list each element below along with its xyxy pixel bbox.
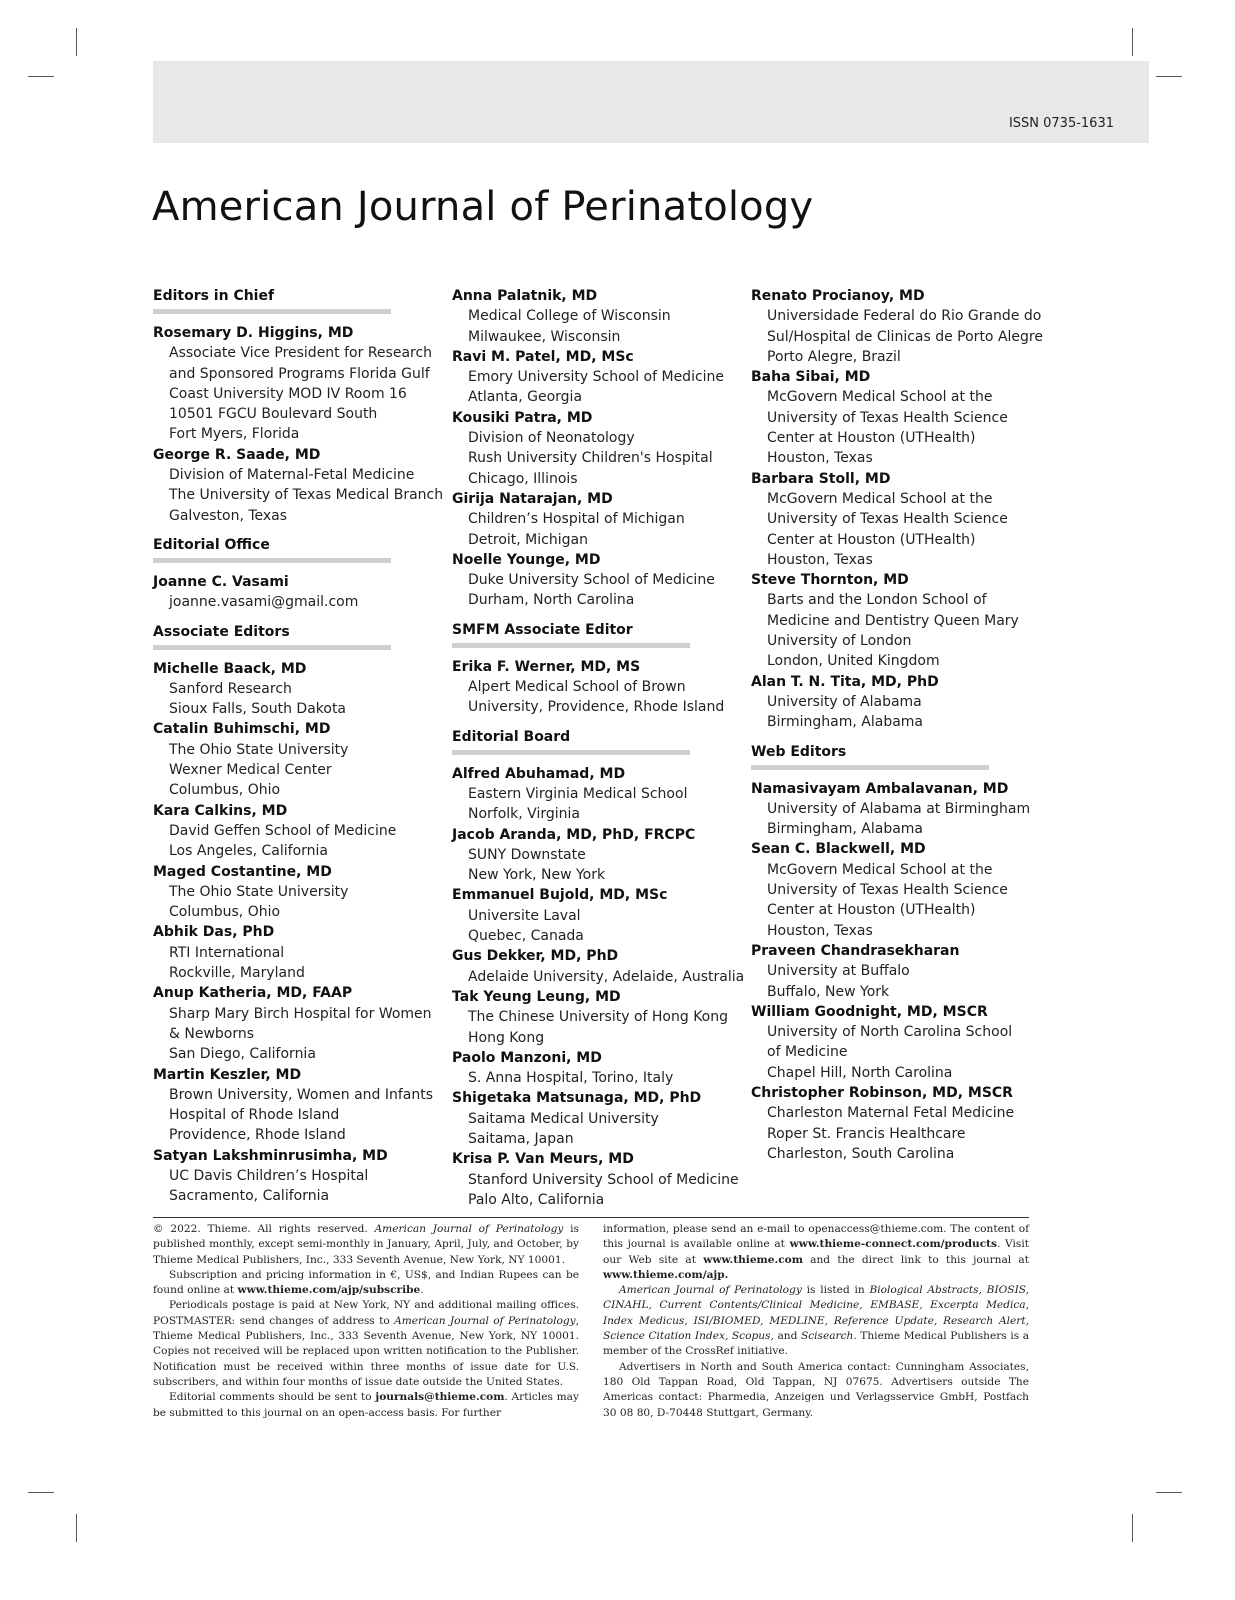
footer-paragraph — [153, 1268, 579, 1299]
editor-affiliation-line: Sharp Mary Birch Hospital for Women — [169, 1005, 432, 1022]
section-web-editors — [751, 742, 1041, 1165]
editor-affiliation-line: New York, New York — [468, 867, 606, 884]
editor-affiliation-line: Milwaukee, Wisconsin — [468, 328, 621, 345]
editor-affiliation-line: Medical College of Wisconsin — [468, 308, 671, 325]
editor-name: Kousiki Patra, MD — [452, 409, 593, 426]
crop-mark — [1156, 1492, 1182, 1493]
editor-affiliation-line: The University of Texas Medical Branch — [169, 487, 444, 504]
issn-number: ISSN 0735-1631 — [1008, 116, 1114, 131]
footer-text-run: . Articles may be submitted to this journal on an open-access basis. For further — [153, 1391, 579, 1419]
editor-entry — [751, 1083, 1041, 1164]
editor-name: Kara Calkins, MD — [153, 802, 288, 819]
editor-entry — [452, 489, 742, 550]
editor-affiliation-line: Roper St. Francis Healthcare — [767, 1125, 966, 1142]
editor-entry — [751, 839, 1041, 940]
footer-text-right — [603, 1222, 1029, 1421]
footer-text-run: Biological Abstracts, BIOSIS, CINAHL, Current Contents/Clinical Medicine, EMBASE, Excerpta Medica, Index Medicus, ISI/BIOMED, MEDLINE, Reference Update, Research Alert, Science Citation Index, Scopus, — [603, 1284, 1029, 1343]
masthead-column-2 — [452, 286, 745, 1210]
editor-entry — [153, 323, 443, 445]
editor-entry — [751, 779, 1041, 840]
footer-text-run: Editorial comments should be sent to — [169, 1391, 376, 1404]
editor-affiliation-line: Los Angeles, California — [169, 843, 328, 860]
footer-text-run: Scisearch — [800, 1330, 854, 1343]
editor-entry — [751, 286, 1041, 367]
editor-affiliation-line: RTI International — [169, 944, 285, 961]
editor-affiliation-line: Detroit, Michigan — [468, 531, 588, 548]
editor-affiliation-line: Atlanta, Georgia — [468, 389, 583, 406]
footer-text-run: Advertisers in North and South America contact: Cunningham Associates, 180 Old Tappan Road, Old Tappan, NJ 07675. Advertisers outside The Americas contact: Pharmedia, Anzeigen und Verlagsservice GmbH, Postfach 30 08 80, D-70448 Stuttgart, Germany. — [603, 1360, 1029, 1419]
crop-mark — [28, 76, 54, 77]
editor-name: Jacob Aranda, MD, PhD, FRCPC — [452, 826, 696, 843]
section-heading: Editors in Chief — [153, 288, 275, 304]
editor-affiliation-line: Porto Alegre, Brazil — [767, 348, 901, 365]
editor-name: Ravi M. Patel, MD, MSc — [452, 348, 634, 365]
editor-affiliation-line: Chicago, Illinois — [468, 470, 578, 487]
editor-entry — [452, 408, 742, 489]
editor-name: Steve Thornton, MD — [751, 572, 909, 589]
footer-text-run: www.thieme.com — [703, 1253, 803, 1266]
editor-name: Girija Natarajan, MD — [452, 490, 613, 507]
editor-entry — [751, 570, 1041, 671]
editor-affiliation-line: & Newborns — [169, 1025, 255, 1042]
section-heading: SMFM Associate Editor — [452, 621, 633, 638]
editor-name: Christopher Robinson, MD, MSCR — [751, 1084, 1013, 1101]
editor-affiliation-line: University of Alabama at Birmingham — [767, 800, 1031, 817]
section-editorial-office — [153, 535, 443, 613]
footer-text-run: American Journal of Perinatology — [374, 1223, 564, 1235]
footer-text-run: information, please send an e-mail to openaccess@thieme.com. The content of this journal is available online at — [603, 1223, 1029, 1251]
editor-affiliation-line: Sioux Falls, South Dakota — [169, 701, 347, 718]
crop-mark — [1156, 76, 1182, 77]
footer-text-run: American Journal of Perinatology — [394, 1314, 576, 1327]
footer-text-run: , Thieme Medical Publishers, Inc., 333 Seventh Avenue, New York, NY 10001. Copies not received will be replaced upon written notification to the Publisher. Notification must be received within three months of issue date for U.S. subscribers, and within four months of issue date outside the United States. — [153, 1314, 579, 1388]
editor-entry — [153, 1065, 443, 1146]
editor-affiliation-line: Chapel Hill, North Carolina — [767, 1064, 953, 1081]
editor-affiliation-line: University of Texas Health Science — [767, 511, 1008, 528]
section-rule — [153, 558, 391, 563]
section-rule — [751, 765, 989, 770]
editor-entry — [452, 987, 742, 1048]
editor-affiliation-line: Houston, Texas — [767, 551, 873, 568]
editor-affiliation-line: Birmingham, Alabama — [767, 821, 924, 838]
footer-text-run: . — [420, 1284, 424, 1297]
editor-affiliation-line: Brown University, Women and Infants — [169, 1086, 434, 1103]
editor-affiliation-line: Wexner Medical Center — [169, 762, 332, 779]
editor-entry — [452, 946, 745, 987]
editor-entry — [153, 983, 443, 1064]
editor-affiliation-line: University of Texas Health Science — [767, 882, 1008, 899]
editor-affiliation-line: David Geffen School of Medicine — [169, 822, 397, 839]
section-editorial-board — [452, 727, 745, 1211]
section-heading: Editorial Board — [452, 728, 571, 745]
editor-entry — [153, 862, 443, 923]
footer-rule — [153, 1217, 1029, 1218]
section-associate-editors — [153, 622, 443, 1207]
footer-text-run: . Thieme Medical Publishers is a member of the CrossRef initiative. — [603, 1330, 1030, 1358]
editor-entry — [452, 1048, 742, 1089]
editor-affiliation-line: Children’s Hospital of Michigan — [468, 511, 685, 528]
section-heading: Associate Editors — [153, 623, 290, 640]
editor-affiliation-line: San Diego, California — [169, 1046, 316, 1063]
footer-text-run: Periodicals postage is paid at New York, NY and additional mailing offices. POSTMASTER: send changes of address to — [153, 1299, 579, 1327]
editor-name: Anup Katheria, MD, FAAP — [153, 985, 353, 1002]
footer-text-run: and — [773, 1330, 801, 1343]
footer-paragraph — [153, 1298, 579, 1390]
editor-affiliation-line: University, Providence, Rhode Island — [468, 699, 725, 716]
editor-entry — [153, 572, 443, 613]
editor-affiliation-line: Rush University Children's Hospital — [468, 450, 713, 467]
footer-paragraph — [153, 1222, 579, 1268]
editor-affiliation-line: Alpert Medical School of Brown — [468, 679, 686, 696]
editor-affiliation-line: UC Davis Children’s Hospital — [169, 1167, 369, 1184]
editor-affiliation-line: Center at Houston (UTHealth) — [767, 902, 976, 919]
section-heading: Web Editors — [751, 743, 847, 760]
editor-name: Tak Yeung Leung, MD — [452, 988, 621, 1005]
editor-name: Alan T. N. Tita, MD, PhD — [751, 673, 939, 690]
editor-affiliation-line: Charleston, South Carolina — [767, 1145, 955, 1162]
section-heading: Editorial Office — [153, 536, 270, 553]
editor-affiliation-line: Associate Vice President for Research — [169, 345, 433, 362]
section-rule — [153, 645, 391, 650]
editor-affiliation-line: Center at Houston (UTHealth) — [767, 531, 976, 548]
editor-affiliation-line: Adelaide University, Adelaide, Australia — [468, 968, 745, 985]
crop-mark — [76, 28, 77, 56]
editor-name: Gus Dekker, MD, PhD — [452, 948, 619, 965]
editor-entry — [751, 1002, 1041, 1083]
editor-name: Maged Costantine, MD — [153, 863, 332, 880]
editor-entry — [751, 672, 1041, 733]
journal-title: American Journal of Perinatology — [152, 184, 814, 230]
editor-name: Barbara Stoll, MD — [751, 470, 891, 487]
editor-affiliation-line: SUNY Downstate — [468, 846, 586, 863]
section-rule — [452, 750, 690, 755]
section-rule — [153, 309, 391, 314]
footer-text-run: journals@thieme.com — [375, 1391, 505, 1404]
editor-affiliation-line: Hospital of Rhode Island — [169, 1107, 340, 1124]
editor-entry — [452, 347, 742, 408]
editor-name: Michelle Baack, MD — [153, 660, 307, 677]
editor-affiliation-line: Saitama Medical University — [468, 1110, 659, 1127]
editor-affiliation-line: Universite Laval — [468, 907, 581, 924]
header-band — [153, 61, 1149, 143]
editor-name: Namasivayam Ambalavanan, MD — [751, 780, 1009, 797]
editor-name: Sean C. Blackwell, MD — [751, 841, 926, 858]
editor-affiliation-line: Division of Neonatology — [468, 430, 635, 447]
editor-name: Noelle Younge, MD — [452, 551, 601, 568]
editor-affiliation-line: Quebec, Canada — [468, 928, 584, 945]
footer-text-run: Subscription and pricing information in €, US$, and Indian Rupees can be found online at — [153, 1268, 579, 1297]
editor-affiliation-line: The Chinese University of Hong Kong — [468, 1009, 728, 1026]
editor-affiliation-line: Sacramento, California — [169, 1188, 330, 1205]
editor-affiliation-line: Duke University School of Medicine — [468, 572, 715, 589]
footer-text-run: www.thieme-connect.com/products — [789, 1238, 998, 1251]
masthead-column-1 — [153, 286, 443, 1207]
editor-entry — [452, 825, 742, 886]
editor-name: Baha Sibai, MD — [751, 369, 871, 386]
editor-affiliation-line: Rockville, Maryland — [169, 965, 305, 982]
editor-affiliation-line: of Medicine — [767, 1044, 848, 1061]
editor-affiliation-line: McGovern Medical School at the — [767, 490, 993, 507]
editor-entry — [153, 1146, 443, 1207]
editor-entry — [452, 286, 742, 347]
editor-affiliation-line: Saitama, Japan — [468, 1130, 574, 1147]
editor-name: Alfred Abuhamad, MD — [452, 765, 626, 782]
footer-paragraph — [153, 1390, 579, 1421]
section-continued — [452, 286, 742, 611]
editor-affiliation-line: Fort Myers, Florida — [169, 426, 300, 443]
editor-entry — [751, 941, 1041, 1002]
editor-name: Abhik Das, PhD — [153, 924, 275, 941]
editor-name: Paolo Manzoni, MD — [452, 1049, 602, 1066]
section-continued — [751, 286, 1041, 733]
editor-affiliation-line: London, United Kingdom — [767, 653, 940, 670]
editor-name: Praveen Chandrasekharan — [751, 942, 960, 959]
footer-text-run: www.thieme.com/ajp. — [603, 1268, 729, 1281]
footer-text-run: © 2022. Thieme. All rights reserved. — [153, 1223, 375, 1235]
editor-affiliation-line: Emory University School of Medicine — [468, 369, 725, 386]
editor-affiliation-line: Stanford University School of Medicine — [468, 1171, 739, 1188]
editor-affiliation-line: Birmingham, Alabama — [767, 714, 924, 731]
editor-entry — [153, 659, 443, 720]
section-rule — [452, 643, 690, 648]
editor-name: Anna Palatnik, MD — [452, 288, 598, 304]
editor-affiliation-line: Galveston, Texas — [169, 507, 288, 524]
editor-affiliation-line: McGovern Medical School at the — [767, 861, 993, 878]
editor-affiliation-line: Hong Kong — [468, 1029, 545, 1046]
editor-name: William Goodnight, MD, MSCR — [751, 1003, 988, 1020]
editor-name: Shigetaka Matsunaga, MD, PhD — [452, 1090, 702, 1107]
editor-affiliation-line: Charleston Maternal Fetal Medicine — [767, 1105, 1015, 1122]
footer-paragraph — [603, 1360, 1029, 1421]
editor-affiliation-line: The Ohio State University — [169, 883, 349, 900]
crop-mark — [76, 1514, 77, 1542]
editor-entry — [153, 922, 443, 983]
footer-paragraph — [603, 1222, 1029, 1283]
footer-text-run: . Visit our Web site at — [603, 1238, 1029, 1266]
footer-text-run: and the direct link to this journal at — [802, 1253, 1029, 1266]
editor-entry — [452, 550, 742, 611]
editor-affiliation-line: Coast University MOD IV Room 16 — [169, 385, 407, 402]
editor-affiliation-line: Durham, North Carolina — [468, 592, 635, 609]
editor-entry — [751, 469, 1041, 570]
editor-affiliation-line: McGovern Medical School at the — [767, 389, 993, 406]
editor-affiliation-line: The Ohio State University — [169, 741, 349, 758]
editor-affiliation-line: Eastern Virginia Medical School — [468, 785, 688, 802]
editor-entry — [452, 1088, 742, 1149]
editor-affiliation-line: Palo Alto, California — [468, 1191, 605, 1208]
editor-name: Krisa P. Van Meurs, MD — [452, 1151, 634, 1168]
editor-entry — [751, 367, 1041, 468]
editor-affiliation-line: University at Buffalo — [767, 963, 910, 980]
editor-affiliation-line: University of North Carolina School — [767, 1024, 1013, 1041]
masthead-column-3 — [751, 286, 1041, 1164]
editor-affiliation-line: Division of Maternal-Fetal Medicine — [169, 467, 415, 484]
editor-affiliation-line: Barts and the London School of — [767, 592, 987, 609]
crop-mark — [1132, 1514, 1133, 1542]
footer-text-left — [153, 1222, 579, 1421]
editor-affiliation-line: Center at Houston (UTHealth) — [767, 430, 976, 447]
editor-entry — [452, 1149, 742, 1210]
editor-name: Emmanuel Bujold, MD, MSc — [452, 887, 668, 904]
editor-entry — [452, 885, 742, 946]
editor-affiliation-line: University of Texas Health Science — [767, 409, 1008, 426]
editor-entry — [153, 445, 443, 526]
editor-affiliation-line: Norfolk, Virginia — [468, 806, 580, 823]
editor-affiliation-line: Medicine and Dentistry Queen Mary — [767, 612, 1019, 629]
editor-affiliation-line: Buffalo, New York — [767, 983, 890, 1000]
editor-affiliation-line: Sul/Hospital de Clinicas de Porto Alegre — [767, 328, 1043, 345]
editor-name: Martin Keszler, MD — [153, 1066, 302, 1083]
editor-affiliation-line: and Sponsored Programs Florida Gulf — [169, 365, 430, 382]
section-editors-in-chief — [153, 286, 443, 526]
editor-entry — [153, 801, 443, 862]
footer-text-run: is listed in — [801, 1284, 870, 1297]
editor-affiliation-line: Houston, Texas — [767, 450, 873, 467]
editor-affiliation-line: Universidade Federal do Rio Grande do — [767, 308, 1042, 325]
footer-text-run: www.thieme.com/ajp/subscribe — [237, 1284, 421, 1297]
editor-affiliation-line: Columbus, Ohio — [169, 904, 281, 921]
editor-affiliation-line: University of London — [767, 633, 912, 650]
crop-mark — [1132, 28, 1133, 56]
editor-entry — [153, 719, 443, 800]
editor-affiliation-line: 10501 FGCU Boulevard South — [169, 406, 378, 423]
editor-name: George R. Saade, MD — [153, 446, 321, 463]
footer-text-run: is published monthly, except semi-monthly in January, April, July, and October, by Thieme Medical Publishers, Inc., 333 Seventh Avenue, New York, NY 10001. — [153, 1223, 579, 1266]
editor-name: Catalin Buhimschi, MD — [153, 721, 331, 738]
footer-text-run: American Journal of Perinatology — [619, 1284, 802, 1297]
editor-name: Erika F. Werner, MD, MS — [452, 658, 641, 675]
editor-name: Renato Procianoy, MD — [751, 288, 925, 304]
editor-affiliation-line: Sanford Research — [169, 680, 292, 697]
editor-affiliation-line: Columbus, Ohio — [169, 782, 281, 799]
editor-entry — [452, 764, 742, 825]
editor-affiliation-line: joanne.vasami@gmail.com — [169, 594, 359, 611]
editor-name: Satyan Lakshminrusimha, MD — [153, 1147, 388, 1164]
editor-affiliation-line: Houston, Texas — [767, 922, 873, 939]
editor-entry — [452, 657, 742, 718]
editor-affiliation-line: University of Alabama — [767, 693, 922, 710]
crop-mark — [28, 1492, 54, 1493]
editor-affiliation-line: Providence, Rhode Island — [169, 1127, 346, 1144]
editor-name: Joanne C. Vasami — [153, 573, 289, 590]
editor-name: Rosemary D. Higgins, MD — [153, 325, 354, 341]
editor-affiliation-line: S. Anna Hospital, Torino, Italy — [468, 1070, 674, 1087]
section-smfm-associate-editor — [452, 620, 742, 718]
footer-paragraph — [603, 1283, 1029, 1359]
